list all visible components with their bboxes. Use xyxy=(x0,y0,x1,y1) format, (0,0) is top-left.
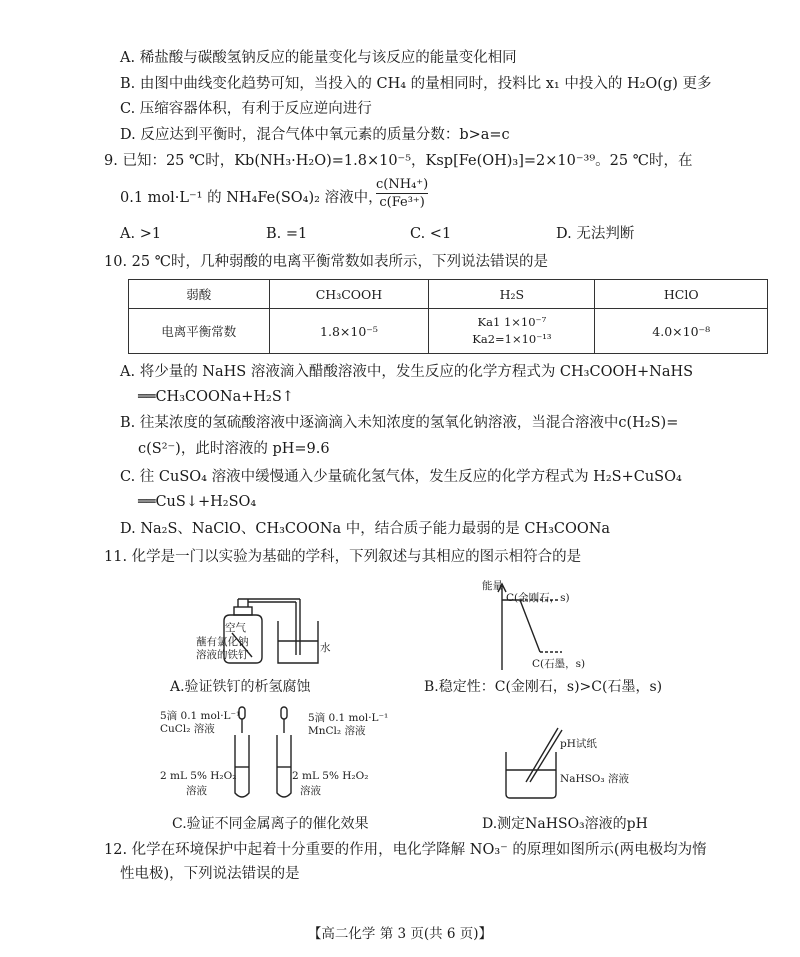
figure-c-caption: C.验证不同金属离子的催化效果 xyxy=(172,816,369,832)
table-row-label: 电离平衡常数 xyxy=(129,309,270,354)
q10-option-a-line1: A. 将少量的 NaHS 溶液滴入醋酸溶液中，发生反应的化学方程式为 CH₃COOH+NaHS xyxy=(120,364,694,380)
q9-stem-line2: 0.1 mol·L⁻¹ 的 NH₄Fe(SO₄)₂ 溶液中， xyxy=(120,190,383,206)
q10-option-d: D. Na₂S、NaClO、CH₃COONa 中，结合质子能力最弱的是 CH₃COONa xyxy=(120,521,611,537)
figure-d-label-paper: pH试纸 xyxy=(560,738,597,750)
q10-option-b-line2: c(S²⁻)，此时溶液的 pH=9.6 xyxy=(138,441,330,457)
q10-stem: 10. 25 ℃时，几种弱酸的电离平衡常数如表所示，下列说法错误的是 xyxy=(104,254,548,270)
q12-stem-line1: 12. 化学在环境保护中起着十分重要的作用，电化学降解 NO₃⁻ 的原理如图所示(两电极均为惰 xyxy=(104,842,707,858)
figure-d-caption: D.测定NaHSO₃溶液的pH xyxy=(482,816,648,832)
figure-c-left-bottom-1: 2 mL 5% H₂O₂ xyxy=(160,770,237,782)
figure-b-caption: B.稳定性：C(金刚石，s)>C(石墨，s) xyxy=(424,679,663,695)
figure-c-left-bottom-2: 溶液 xyxy=(186,785,207,797)
figure-c-right-top-1: 5滴 0.1 mol·L⁻¹ xyxy=(308,712,389,724)
figure-a-caption: A.验证铁钉的析氢腐蚀 xyxy=(170,679,311,695)
figure-a-label-nail-1: 蘸有氯化钠 xyxy=(196,636,249,648)
table-cell-hclo: 4.0×10⁻⁸ xyxy=(595,309,768,354)
figure-b-y-label: 能量 xyxy=(482,580,503,592)
h2s-ka1: Ka1 1×10⁻⁷ xyxy=(477,315,547,329)
q11-stem: 11. 化学是一门以实验为基础的学科，下列叙述与其相应的图示相符合的是 xyxy=(104,549,582,565)
figure-a-label-nail-2: 溶液的铁钉 xyxy=(196,649,249,661)
page-footer: 【高二化学 第 3 页(共 6 页)】 xyxy=(307,926,493,942)
figure-c-right-top-2: MnCl₂ 溶液 xyxy=(308,725,366,737)
q9-option-b: B. =1 xyxy=(266,226,308,242)
table-header-acid: 弱酸 xyxy=(129,280,270,309)
q8-option-c: C. 压缩容器体积，有利于反应逆向进行 xyxy=(120,101,372,117)
q9-fraction-denominator: c(Fe³⁺) xyxy=(376,193,428,211)
figure-c-right-bottom-1: 2 mL 5% H₂O₂ xyxy=(292,770,369,782)
q9-option-d: D. 无法判断 xyxy=(556,226,635,242)
q10-option-a-line2: ══CH₃COONa+H₂S↑ xyxy=(138,389,294,405)
table-header-hclo: HClO xyxy=(595,280,768,309)
q9-stem-line1: 9. 已知：25 ℃时，Kb(NH₃·H₂O)=1.8×10⁻⁵，Ksp[Fe(OH)₃]=2×10⁻³⁹。25 ℃时，在 xyxy=(104,153,693,169)
q9-option-a: A. >1 xyxy=(120,226,162,242)
q9-option-c: C. <1 xyxy=(410,226,452,242)
q8-option-d: D. 反应达到平衡时，混合气体中氧元素的质量分数：b>a=c xyxy=(120,127,510,143)
table-header-h2s: H₂S xyxy=(429,280,595,309)
q12-stem-line2: 性电极)，下列说法错误的是 xyxy=(120,866,300,882)
figure-b-diamond-label: C(金刚石，s) xyxy=(506,592,570,604)
figure-c-left-top-2: CuCl₂ 溶液 xyxy=(160,723,215,735)
q10-option-c-line1: C. 往 CuSO₄ 溶液中缓慢通入少量硫化氢气体，发生反应的化学方程式为 H₂S+CuSO₄ xyxy=(120,469,682,485)
figure-a-label-water: 水 xyxy=(320,642,331,654)
figure-d-label-solution: NaHSO₃ 溶液 xyxy=(560,773,629,785)
figure-a-label-air: 空气 xyxy=(225,622,246,634)
h2s-ka2: Ka2=1×10⁻¹³ xyxy=(472,332,552,346)
q8-option-b: B. 由图中曲线变化趋势可知，当投入的 CH₄ 的量相同时，投料比 x₁ 中投入的 H₂O(g) 更多 xyxy=(120,76,712,92)
q10-option-c-line2: ══CuS↓+H₂SO₄ xyxy=(138,494,257,510)
q10-option-b-line1: B. 往某浓度的氢硫酸溶液中逐滴滴入未知浓度的氢氧化钠溶液，当混合溶液中c(H₂S)= xyxy=(120,415,679,431)
q9-fraction-numerator: c(NH₄⁺) xyxy=(376,177,429,192)
q9-fraction xyxy=(376,176,428,211)
table-header-ch3cooh: CH₃COOH xyxy=(269,280,429,309)
figure-c-right-bottom-2: 溶液 xyxy=(300,785,321,797)
figure-d-ph-test xyxy=(496,722,576,802)
table-cell-h2s xyxy=(429,309,595,354)
ionization-constant-table xyxy=(128,279,768,354)
figure-c-left-top-1: 5滴 0.1 mol·L⁻¹ xyxy=(160,710,241,722)
figure-b-graphite-label: C(石墨，s) xyxy=(532,658,586,670)
q8-option-a: A. 稀盐酸与碳酸氢钠反应的能量变化与该反应的能量变化相同 xyxy=(120,50,517,66)
table-cell-ch3cooh: 1.8×10⁻⁵ xyxy=(269,309,429,354)
